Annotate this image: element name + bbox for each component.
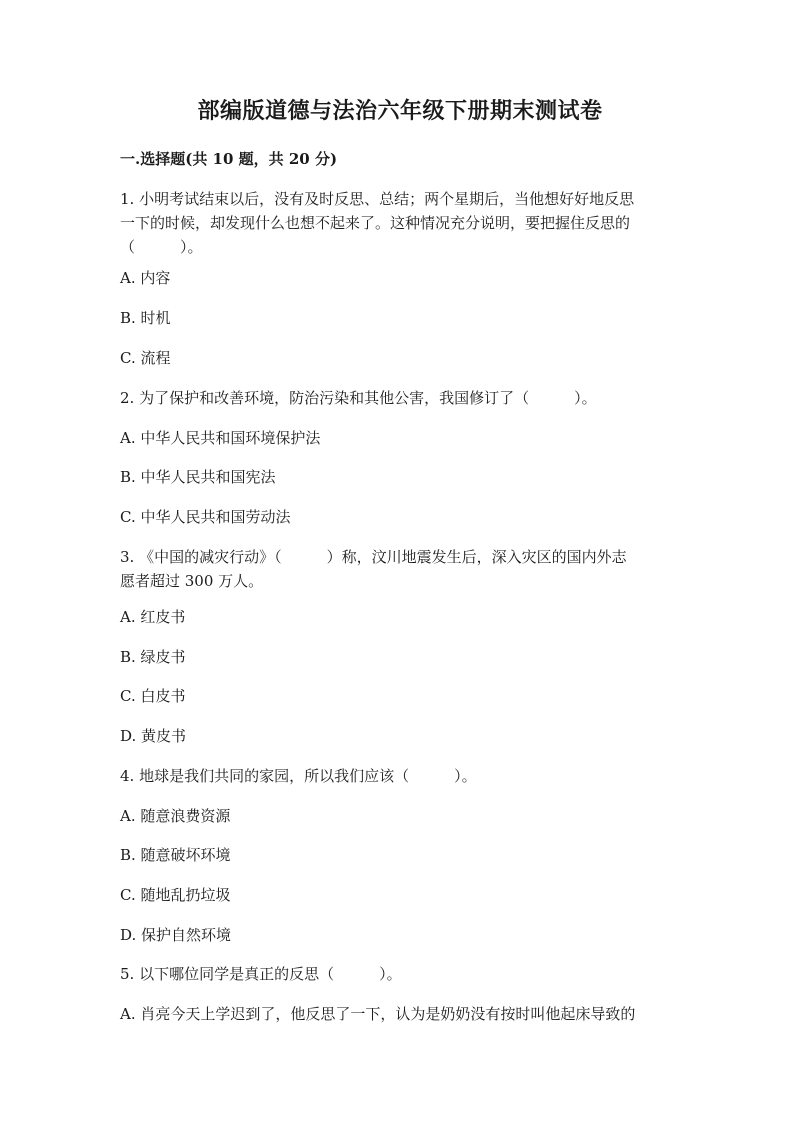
question-3-option-d: D. 黄皮书 [120,727,187,745]
question-4-option-b: B. 随意破坏环境 [120,846,231,864]
question-1-option-c: C. 流程 [120,349,171,367]
question-4-option-a: A. 随意浪费资源 [120,807,231,825]
question-1-option-b: B. 时机 [120,309,171,327]
question-5-option-a: A. 肖亮今天上学迟到了，他反思了一下，认为是奶奶没有按时叫他起床导致的 [120,1005,636,1023]
question-4-option-c: C. 随地乱扔垃圾 [120,886,231,904]
question-2-text: 2. 为了保护和改善环境，防治污染和其他公害，我国修订了（ ）。 [120,389,597,407]
question-5-text: 5. 以下哪位同学是真正的反思（ ）。 [120,965,402,983]
question-3-text [120,545,680,593]
question-line: 一下的时候，却发现什么也想不起来了。这种情况充分说明，要把握住反思的 [120,214,631,232]
question-line: （ ）。 [120,238,203,256]
page-title: 部编版道德与法治六年级下册期末测试卷 [197,98,603,124]
question-2-option-a: A. 中华人民共和国环境保护法 [120,429,321,447]
question-line: 1. 小明考试结束以后，没有及时反思、总结；两个星期后，当他想好好地反思 [120,190,635,208]
question-line: 愿者超过 300 万人。 [120,572,264,590]
question-3-option-a: A. 红皮书 [120,608,186,626]
question-4-text: 4. 地球是我们共同的家园，所以我们应该（ ）。 [120,767,477,785]
question-1-text [120,187,680,259]
question-1-option-a: A. 内容 [120,269,171,287]
question-3-option-c: C. 白皮书 [120,687,186,705]
question-3-option-b: B. 绿皮书 [120,648,186,666]
question-4-option-d: D. 保护自然环境 [120,926,232,944]
question-2-option-c: C. 中华人民共和国劳动法 [120,508,291,526]
section-heading: 一.选择题(共 10 题，共 20 分) [120,150,338,168]
question-2-option-b: B. 中华人民共和国宪法 [120,468,276,486]
question-line: 3. 《中国的减灾行动》（ ）称，汶川地震发生后，深入灾区的国内外志 [120,548,627,566]
